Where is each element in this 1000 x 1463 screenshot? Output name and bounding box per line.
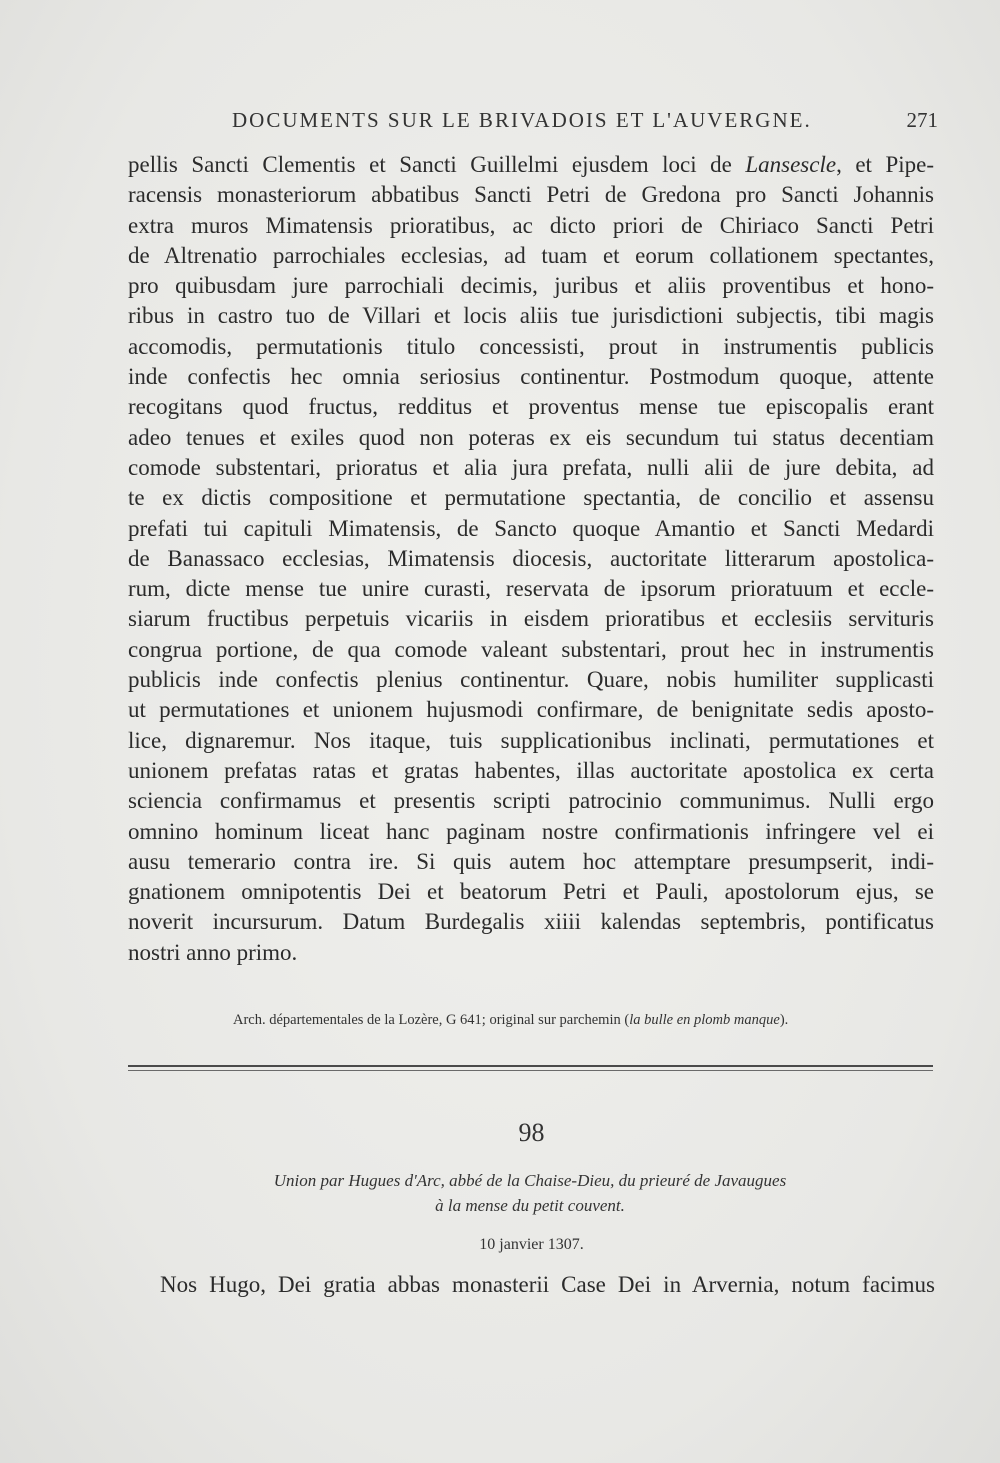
text-line: racensis monasteriorum abbatibus Sancti Petri de Gredona pro Sancti Johannis — [128, 182, 934, 208]
running-head — [128, 102, 938, 138]
source-note-close: ). — [779, 1012, 789, 1028]
text-line: publicis inde confectis plenius continentur. Quare, nobis humiliter supplicasti — [128, 667, 934, 693]
place-name-italic: Lansescle — [745, 152, 837, 177]
running-head-title: DOCUMENTS SUR LE BRIVADOIS ET L'AUVERGNE. — [232, 108, 812, 132]
text-line: prefati tui capituli Mimatensis, de Sancto quoque Amantio et Sancti Medardi — [128, 515, 934, 541]
document-opening-line: Nos Hugo, Dei gratia abbas monasterii Case Dei in Arvernia, notum facimus — [160, 1272, 935, 1297]
text-line: ut permutationes et unionem hujusmodi confirmare, de benignitate sedis aposto- — [128, 697, 934, 723]
text-line: pro quibusdam jure parrochiali decimis, juribus et aliis proventibus et hono- — [128, 273, 934, 299]
text-line: comode substentari, prioratus et alia jura prefata, nulli alii de jure debita, ad — [128, 454, 934, 480]
text-line: noverit incursurum. Datum Burdegalis xiiii kalendas septembris, pontificatus — [128, 909, 934, 935]
text-line: lice, dignaremur. Nos itaque, tuis supplicationibus inclinati, permutationes et — [128, 727, 934, 753]
text-line: recogitans quod fructus, redditus et proventus mense tue episcopalis erant — [128, 394, 934, 420]
text-line: inde confectis hec omnia seriosius continentur. Postmodum quoque, attente — [128, 364, 934, 390]
section-divider-thin — [128, 1070, 933, 1071]
text-line: omnino hominum liceat hanc paginam nostre confirmationis infringere vel ei — [128, 818, 934, 844]
section-divider — [128, 1065, 933, 1067]
document-title — [180, 1168, 880, 1218]
text-line: sciencia confirmamus et presentis scripti patrocinio communimus. Nulli ergo — [128, 788, 934, 814]
document-title-line: Union par Hugues d'Arc, abbé de la Chaise-Dieu, du prieuré de Javaugues — [273, 1171, 787, 1190]
text-line: adeo tenues et exiles quod non poteras ex eis secundum tui status decentiam — [128, 424, 934, 450]
text-line: te ex dictis compositione et permutatione spectantia, de concilio et assensu — [128, 485, 934, 511]
source-note-italic: la bulle en plomb manque — [629, 1012, 780, 1028]
text-line: congrua portione, de qua comode valeant substentari, prout hec in instrumentis — [128, 636, 934, 662]
document-title-line: à la mense du petit couvent. — [435, 1196, 625, 1215]
text-line: de Altrenatio parrochiales ecclesias, ad tuam et eorum collationem spectantes, — [128, 242, 934, 268]
text-line: ausu temerario contra ire. Si quis autem hoc attemptare presumpserit, indi- — [128, 848, 934, 874]
text-line: siarum fructibus perpetuis vicariis in eisdem prioratibus et ecclesiis servituris — [128, 606, 934, 632]
text-segment: , et Pipe- — [836, 152, 934, 177]
text-line: accomodis, permutationis titulo concessisti, prout in instrumentis publicis — [128, 333, 934, 359]
source-note-text: Arch. départementales de la Lozère, G 641; original sur parchemin ( — [233, 1012, 630, 1028]
text-line: de Banassaco ecclesias, Mimatensis diocesis, auctoritate litterarum apostolica- — [128, 545, 934, 571]
body-text — [128, 150, 934, 968]
text-line: gnationem omnipotentis Dei et beatorum Petri et Pauli, apostolorum ejus, se — [128, 879, 934, 905]
text-segment: pellis Sancti Clementis et Sancti Guillelmi ejusdem loci de — [128, 152, 746, 177]
source-note — [233, 1012, 933, 1029]
text-line: ribus in castro tuo de Villari et locis aliis tue jurisdictioni subjectis, tibi magis — [128, 303, 934, 329]
text-line: nostri anno primo. — [128, 939, 298, 965]
text-line: rum, dicte mense tue unire curasti, reservata de ipsorum prioratuum et eccle- — [128, 576, 934, 602]
page-number: 271 — [906, 108, 938, 132]
text-line — [128, 150, 934, 180]
document-date: 10 janvier 1307. — [479, 1236, 584, 1253]
document-number: 98 — [518, 1118, 545, 1147]
text-line: extra muros Mimatensis prioratibus, ac dicto priori de Chiriaco Sancti Petri — [128, 212, 934, 238]
text-line: unionem prefatas ratas et gratas habentes, illas auctoritate apostolica ex certa — [128, 757, 934, 783]
